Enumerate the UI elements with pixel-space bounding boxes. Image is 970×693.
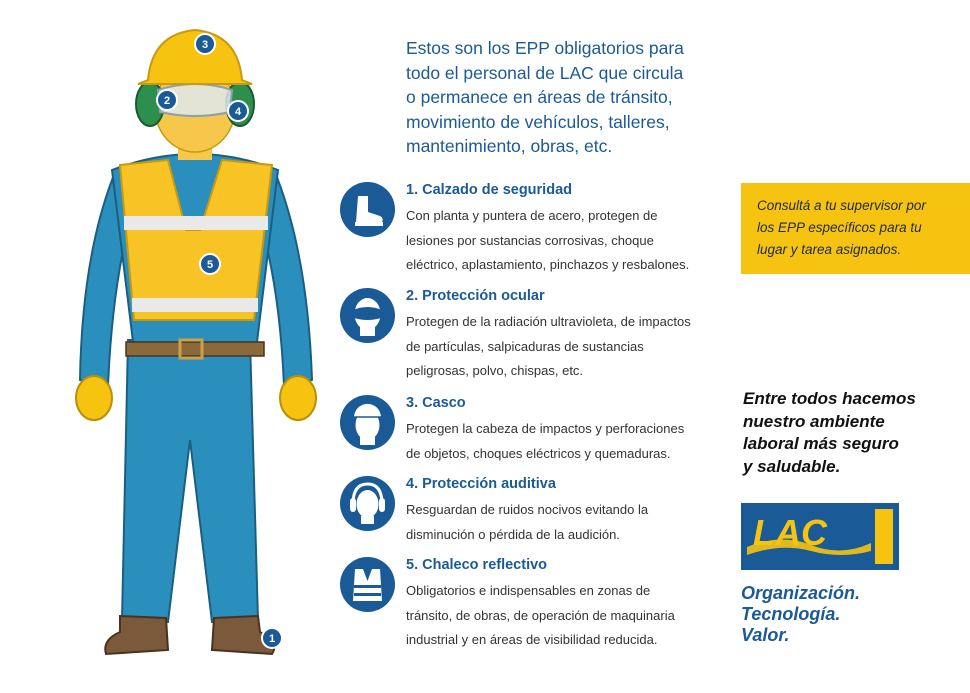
desc-line: industrial y en áreas de visibilidad reducida. bbox=[406, 632, 658, 647]
item-description bbox=[406, 579, 716, 653]
notice-line: los EPP específicos para tu bbox=[757, 220, 922, 235]
intro-text bbox=[406, 36, 726, 159]
desc-line: Protegen de la radiación ultravioleta, de impactos bbox=[406, 314, 691, 329]
intro-line: todo el personal de LAC que circula bbox=[406, 62, 684, 83]
left-glove bbox=[76, 376, 112, 420]
item-description bbox=[406, 498, 716, 547]
marker-5 bbox=[200, 254, 220, 274]
intro-line: Estos son los EPP obligatorios para bbox=[406, 38, 684, 58]
hard-hat bbox=[138, 30, 252, 84]
marker-2 bbox=[157, 90, 177, 110]
intro-line: movimiento de vehículos, talleres, bbox=[406, 111, 670, 132]
helmet-icon bbox=[340, 395, 395, 450]
item-title: 1. Calzado de seguridad bbox=[406, 182, 572, 198]
svg-text:5: 5 bbox=[206, 259, 214, 271]
slogan-line: Entre todos hacemos bbox=[743, 389, 916, 408]
desc-line: de partículas, salpicaduras de sustancias bbox=[406, 338, 644, 354]
desc-line: eléctrico, aplastamiento, pinchazos y resbalones. bbox=[406, 257, 690, 272]
desc-line: peligrosas, polvo, chispas, etc. bbox=[406, 363, 584, 378]
belt bbox=[126, 342, 264, 356]
desc-line: de objetos, choques eléctricos y quemaduras. bbox=[406, 445, 671, 461]
slogan bbox=[743, 388, 963, 478]
desc-line: Resguardan de ruidos nocivos evitando la bbox=[406, 502, 649, 517]
item-title: 2. Protección ocular bbox=[406, 288, 545, 304]
intro-line: o permanece en áreas de tránsito, bbox=[406, 87, 673, 107]
left-boot bbox=[105, 616, 168, 654]
desc-line: disminución o pérdida de la audición. bbox=[406, 526, 620, 542]
goggles-icon bbox=[340, 288, 395, 343]
marker-1 bbox=[262, 628, 282, 648]
worker-illustration bbox=[50, 20, 350, 680]
item-title: 4. Protección auditiva bbox=[406, 476, 556, 492]
vest-reflective-band-top bbox=[124, 216, 268, 230]
vest-reflective-band-bottom bbox=[132, 298, 258, 312]
desc-line: Con planta y puntera de acero, protegen de bbox=[406, 208, 658, 223]
item-description bbox=[406, 417, 716, 466]
slogan-line: laboral más seguro bbox=[743, 434, 899, 453]
vest-icon bbox=[340, 557, 395, 612]
svg-text:4: 4 bbox=[234, 106, 242, 118]
intro-line: mantenimiento, obras, etc. bbox=[406, 136, 613, 156]
svg-text:3: 3 bbox=[201, 39, 209, 51]
item-title: 5. Chaleco reflectivo bbox=[406, 557, 548, 573]
slogan-line: y saludable. bbox=[743, 456, 841, 476]
tagline-line: Valor. bbox=[741, 625, 790, 645]
item-description bbox=[406, 204, 716, 278]
slogan-line: nuestro ambiente bbox=[743, 411, 885, 431]
marker-4 bbox=[228, 101, 248, 121]
svg-text:2: 2 bbox=[163, 95, 171, 107]
desc-line: Obligatorios e indispensables en zonas de bbox=[406, 583, 651, 598]
supervisor-notice bbox=[741, 183, 970, 274]
marker-3 bbox=[195, 34, 215, 54]
worker-legs bbox=[122, 340, 258, 622]
right-glove bbox=[280, 376, 316, 420]
item-title: 3. Casco bbox=[406, 395, 466, 411]
logo-text: LAC bbox=[753, 512, 827, 553]
svg-text:1: 1 bbox=[268, 633, 276, 645]
tagline-line: Tecnología. bbox=[741, 604, 841, 624]
safety-boot-icon bbox=[340, 182, 395, 237]
tagline-line: Organización. bbox=[741, 583, 861, 603]
notice-line: lugar y tarea asignados. bbox=[757, 242, 902, 257]
desc-line: lesiones por sustancias corrosivas, choque bbox=[406, 232, 654, 248]
lac-logo bbox=[741, 503, 899, 570]
ear-muffs-icon bbox=[340, 476, 395, 531]
item-description bbox=[406, 310, 716, 384]
desc-line: tránsito, de obras, de operación de maquinaria bbox=[406, 607, 675, 623]
tagline bbox=[741, 583, 860, 646]
desc-line: Protegen la cabeza de impactos y perforaciones bbox=[406, 421, 685, 436]
notice-line: Consultá a tu supervisor por bbox=[757, 198, 926, 213]
